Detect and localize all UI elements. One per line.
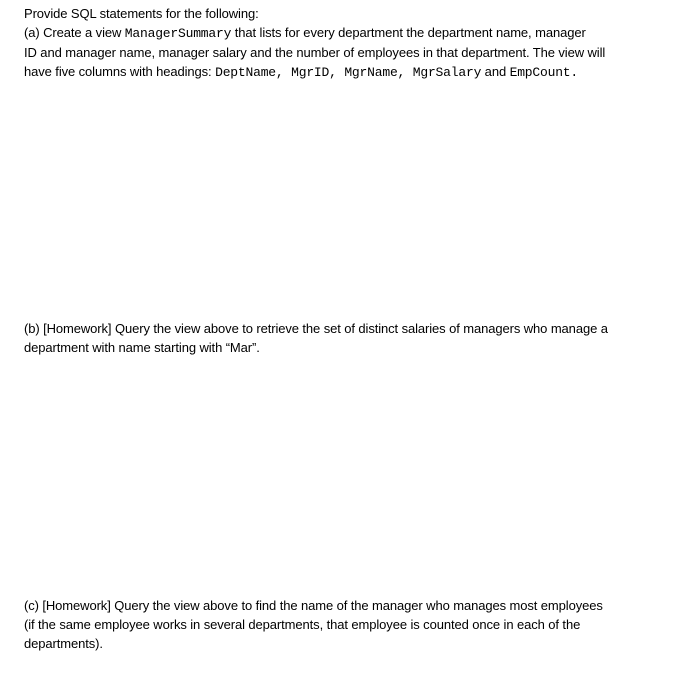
part-a-text-2: that lists for every department the department name, manager: [231, 25, 586, 40]
part-a-text-1: (a) Create a view: [24, 25, 125, 40]
view-name-code: ManagerSummary: [124, 26, 232, 41]
part-c-line-2: (if the same employee works in several departments, that employee is counted once in each of the: [24, 617, 581, 632]
part-a-line-1: [24, 23, 672, 43]
part-c-line-1: (c) [Homework] Query the view above to find the name of the manager who manages most employees: [24, 598, 603, 613]
column-deptname-code: DeptName,: [215, 65, 284, 80]
column-mgrname-code: MgrName,: [336, 65, 406, 80]
column-mgrid-code: MgrID,: [283, 65, 337, 80]
part-a-line-2: ID and manager name, manager salary and the number of employees in that department. The view will: [24, 45, 606, 60]
question-c-block: [24, 596, 672, 653]
part-a-text-3: have five columns with headings:: [24, 64, 216, 79]
column-empcount-code: EmpCount.: [509, 65, 579, 80]
part-b-line-2: department with name starting with “Mar”.: [24, 340, 260, 355]
instructions-heading: Provide SQL statements for the following:: [24, 6, 259, 21]
question-b-block: [24, 319, 672, 357]
part-a-text-4: and: [481, 64, 510, 79]
question-a-block: [24, 4, 672, 82]
part-b-line-1: (b) [Homework] Query the view above to retrieve the set of distinct salaries of managers who manage a: [24, 321, 608, 336]
part-a-line-3: [24, 62, 672, 82]
column-mgrsalary-code: MgrSalary: [405, 65, 482, 80]
part-c-line-3: departments).: [24, 636, 103, 651]
